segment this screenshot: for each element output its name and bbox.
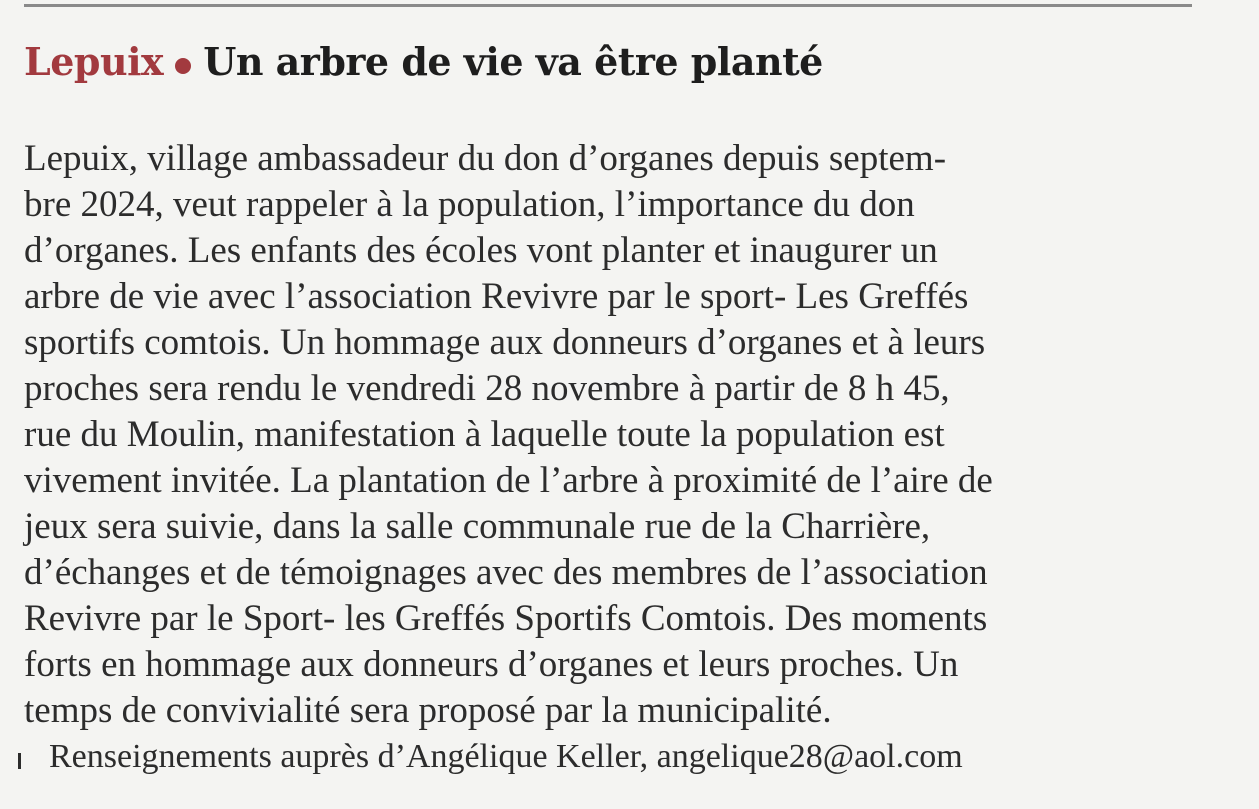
body-line: bre 2024, veut rappeler à la population, l’importance du don (24, 184, 915, 225)
contact-info (18, 734, 963, 780)
top-rule (24, 4, 1192, 7)
bullet-dot-icon (175, 58, 191, 74)
body-line: temps de convivialité sera proposé par la municipalité. (24, 690, 832, 731)
body-line: forts en hommage aux donneurs d’organes et leurs proches. Un (24, 644, 959, 685)
contact-info-text: Renseignements auprès d’Angélique Keller, angelique28@aol.com (49, 738, 963, 775)
body-line: d’organes. Les enfants des écoles vont planter et inaugurer un (24, 230, 938, 271)
info-marker-icon (18, 753, 21, 769)
body-line: d’échanges et de témoignages avec des membres de l’association (24, 552, 988, 593)
body-line: Lepuix, village ambassadeur du don d’organes depuis septem- (24, 138, 947, 179)
body-line: rue du Moulin, manifestation à laquelle toute la population est (24, 414, 945, 455)
body-line: proches sera rendu le vendredi 28 novembre à partir de 8 h 45, (24, 368, 950, 409)
article-headline (24, 30, 823, 92)
locality-label: Lepuix (24, 38, 164, 84)
article-title: Un arbre de vie va être planté (203, 38, 823, 84)
body-line: vivement invitée. La plantation de l’arbre à proximité de l’aire de (24, 460, 993, 501)
body-line: jeux sera suivie, dans la salle communale rue de la Charrière, (24, 506, 931, 547)
body-line: arbre de vie avec l’association Revivre par le sport- Les Greffés (24, 276, 969, 317)
body-line: sportifs comtois. Un hommage aux donneurs d’organes et à leurs (24, 322, 986, 363)
body-line: Revivre par le Sport- les Greffés Sportifs Comtois. Des moments (24, 598, 988, 639)
